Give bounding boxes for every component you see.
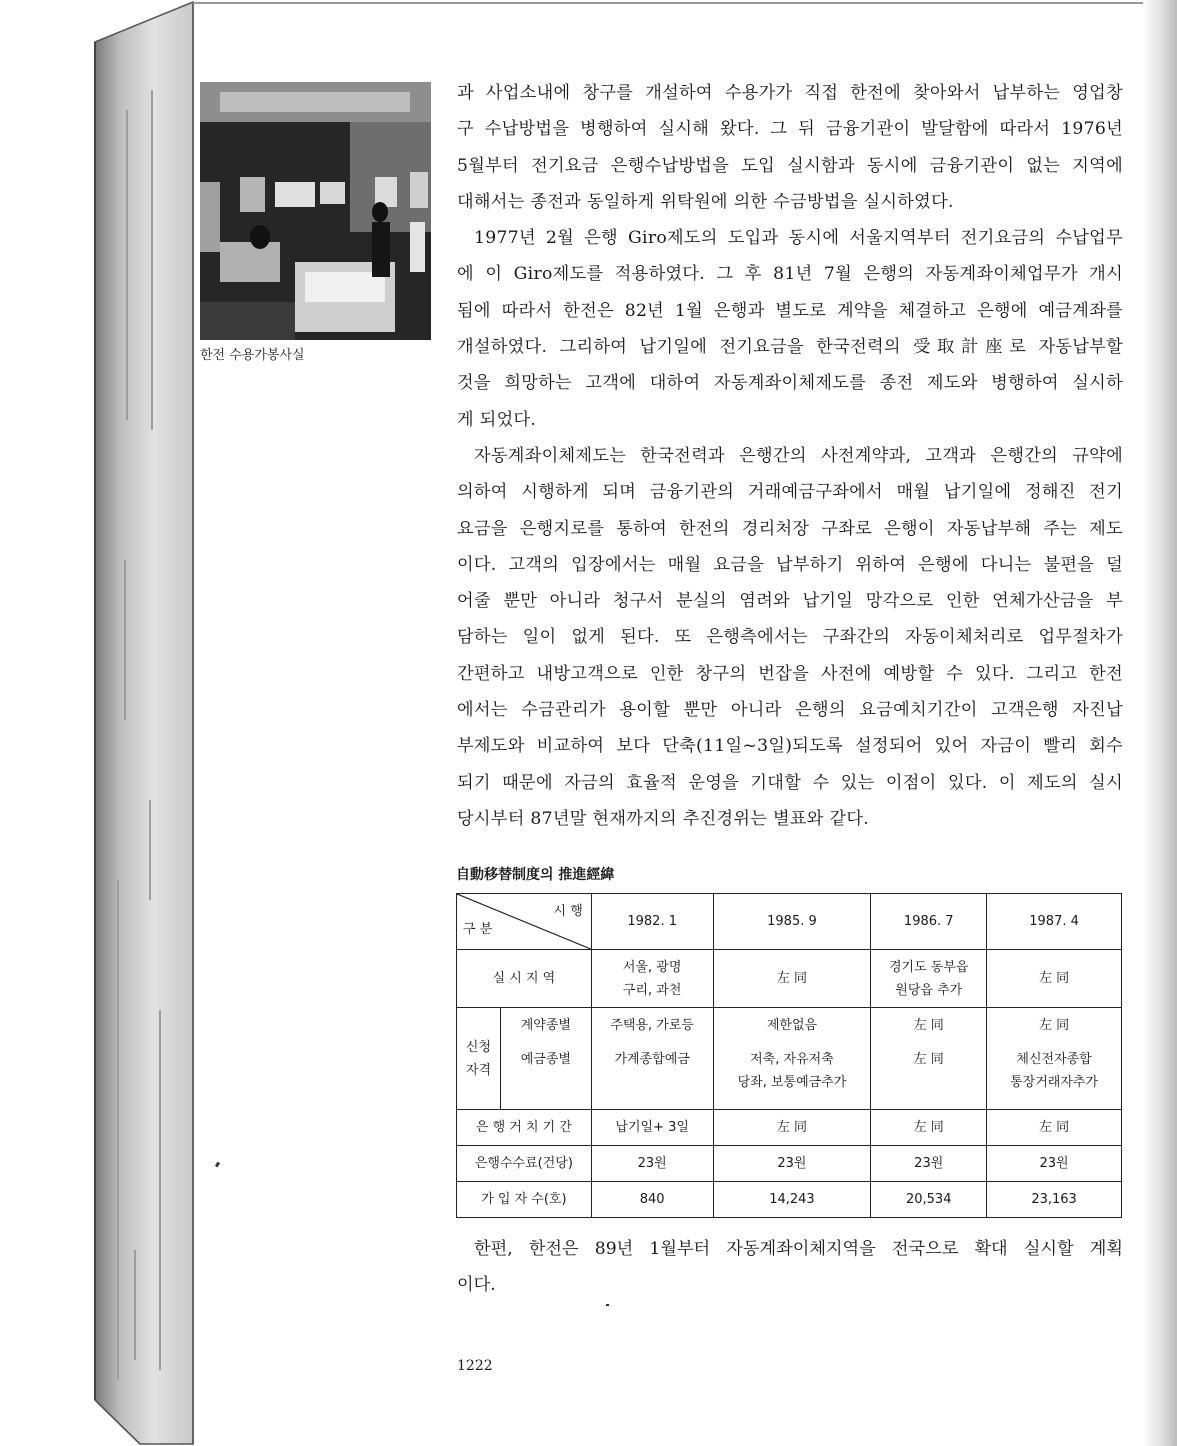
closing-paragraph	[457, 1231, 1123, 1304]
text-line: 것을 희망하는 고객에 대하여 자동계좌이체제도를 종전 제도와 병행하여 실시하	[457, 373, 1123, 394]
text-line: 대해서는 종전과 동일하게 위탁원에 의한 수금방법을 실시하였다.	[457, 191, 954, 212]
table-cell: 14,243	[713, 1182, 871, 1218]
table-row	[457, 1110, 1122, 1146]
table-cell: 가계종합예금	[591, 1044, 713, 1110]
photo-caption: 한전 수용가봉사실	[200, 348, 305, 363]
table-title: 自動移替制度의 推進經緯	[456, 867, 615, 883]
paragraph-3	[457, 438, 1123, 837]
table-cell: 20,534	[871, 1182, 987, 1218]
text-line: 에서는 수금관리가 용이할 뿐만 아니라 은행의 요금예치기간이 고객은행 자진납	[457, 700, 1123, 721]
table-cell: 23원	[591, 1146, 713, 1182]
table-cell: 제한없음	[713, 1008, 871, 1044]
row-label: 계약종별	[500, 1008, 591, 1044]
table-row	[457, 1008, 1122, 1044]
paragraph-1	[457, 75, 1123, 220]
text-line: 간편하고 내방고객으로 인한 창구의 번잡을 사전에 예방할 수 있다. 그리고 한전	[457, 663, 1123, 684]
text-line: 되기 때문에 자금의 효율적 운영을 기대할 수 있는 이점이 있다. 이 제도의 실시	[457, 772, 1123, 793]
table-cell: 주택용, 가로등	[591, 1008, 713, 1044]
row-label: 가 입 자 수(호)	[457, 1182, 592, 1218]
table-cell: 左 同	[713, 950, 871, 1008]
row-label: 은 행 거 치 기 간	[457, 1110, 592, 1146]
table-cell: 左 同	[871, 1008, 987, 1044]
row-label: 은행수수료(건당)	[457, 1146, 592, 1182]
text-line: 자동계좌이체제도는 한국전력과 은행간의 사전계약과, 고객과 은행간의 규약에	[474, 445, 1123, 466]
text-line: 구 수납방법을 병행하여 실시해 왔다. 그 뒤 금융기관이 발달함에 따라서 1976년	[457, 119, 1123, 140]
column-header: 1987. 4	[987, 894, 1122, 950]
text-line: 과 사업소내에 창구를 개설하여 수용가가 직접 한전에 찾아와서 납부하는 영업창	[457, 83, 1123, 103]
table-row	[457, 1182, 1122, 1218]
column-header: 1982. 1	[591, 894, 713, 950]
text-line: 에 이 Giro제도를 적용하였다. 그 후 81년 7월 은행의 자동계좌이체업무가 개시	[457, 264, 1123, 285]
text-line: 됨에 따라서 한전은 82년 1월 은행과 별도로 계약을 체결하고 은행에 예금계좌를	[457, 300, 1123, 321]
table-cell: 체신전자종합 통장거래자추가	[987, 1044, 1122, 1110]
text-line: 당시부터 87년말 현재까지의 추진경위는 별표와 같다.	[457, 808, 870, 829]
table-cell: 23원	[987, 1146, 1122, 1182]
table-cell: 납기일+ 3일	[591, 1110, 713, 1146]
row-label: 실 시 지 역	[457, 950, 592, 1008]
table-cell: 左 同	[871, 1044, 987, 1110]
body-text	[457, 75, 1123, 837]
page-curl-shadow	[1143, 0, 1177, 1446]
page-number: 1222	[457, 1358, 493, 1374]
table-cell: 左 同	[987, 1110, 1122, 1146]
table-cell: 840	[591, 1182, 713, 1218]
table-cell: 서울, 광명 구리, 과천	[591, 950, 713, 1008]
table-cell: 左 同	[871, 1110, 987, 1146]
table-row	[457, 1044, 1122, 1110]
table-cell: 左 同	[987, 950, 1122, 1008]
paragraph-2	[457, 220, 1123, 438]
table-cell: 23원	[871, 1146, 987, 1182]
row-label: 예금종별	[500, 1044, 591, 1110]
diagonal-header-cell	[457, 894, 592, 950]
text-line: 어줄 뿐만 아니라 청구서 분실의 염려와 납기일 망각으로 인한 연체가산금을 부	[457, 591, 1123, 612]
table-cell: 23,163	[987, 1182, 1122, 1218]
text-line: 요금을 은행지로를 통하여 한전의 경리처장 구좌로 은행이 자동납부해 주는 제도	[457, 518, 1123, 539]
column-header: 1985. 9	[713, 894, 871, 950]
table-cell: 저축, 자유저축 당좌, 보통예금추가	[713, 1044, 871, 1110]
progress-table	[456, 893, 1122, 1218]
column-header: 1986. 7	[871, 894, 987, 950]
table-row	[457, 950, 1122, 1008]
header-bottom-label: 구 분	[463, 922, 493, 937]
header-top-label: 시 행	[553, 904, 583, 919]
row-group-label: 신청 자격	[457, 1008, 501, 1110]
table-cell: 경기도 동부읍 원당읍 추가	[871, 950, 987, 1008]
table-cell: 23원	[713, 1146, 871, 1182]
text-line: 5월부터 전기요금 은행수납방법을 도입 실시함과 동시에 금융기관이 없는 지역에	[457, 155, 1123, 176]
speck	[606, 1304, 609, 1306]
text-line: 개설하였다. 그리하여 납기일에 전기요금을 한국전력의 受取計座로 자동납부할	[457, 337, 1123, 358]
text-line: 담하는 일이 없게 된다. 또 은행측에서는 구좌간의 자동이체처리로 업무절차가	[457, 627, 1123, 648]
text-line: 1977년 2월 은행 Giro제도의 도입과 동시에 서울지역부터 전기요금의 수납업무	[474, 228, 1123, 249]
text-line: 이다.	[457, 1275, 496, 1296]
table-cell: 左 同	[987, 1008, 1122, 1044]
book-edge	[0, 0, 196, 1446]
text-line: 이다. 고객의 입장에서는 매월 요금을 납부하기 위하여 은행에 다니는 불편을 덜	[457, 554, 1123, 575]
text-line: 한편, 한전은 89년 1월부터 자동계좌이체지역을 전국으로 확대 실시할 계획	[474, 1239, 1123, 1259]
text-line: 의하여 시행하게 되며 금융기관의 거래예금구좌에서 매월 납기일에 정해진 전기	[457, 482, 1123, 503]
table-header-row	[457, 894, 1122, 950]
table-cell: 左 同	[713, 1110, 871, 1146]
office-photo	[200, 82, 431, 340]
table-row	[457, 1146, 1122, 1182]
text-line: 부제도와 비교하여 보다 단축(11일~3일)되도록 설정되어 있어 자금이 빨리 회수	[457, 736, 1123, 757]
text-line: 게 되었다.	[457, 409, 537, 430]
